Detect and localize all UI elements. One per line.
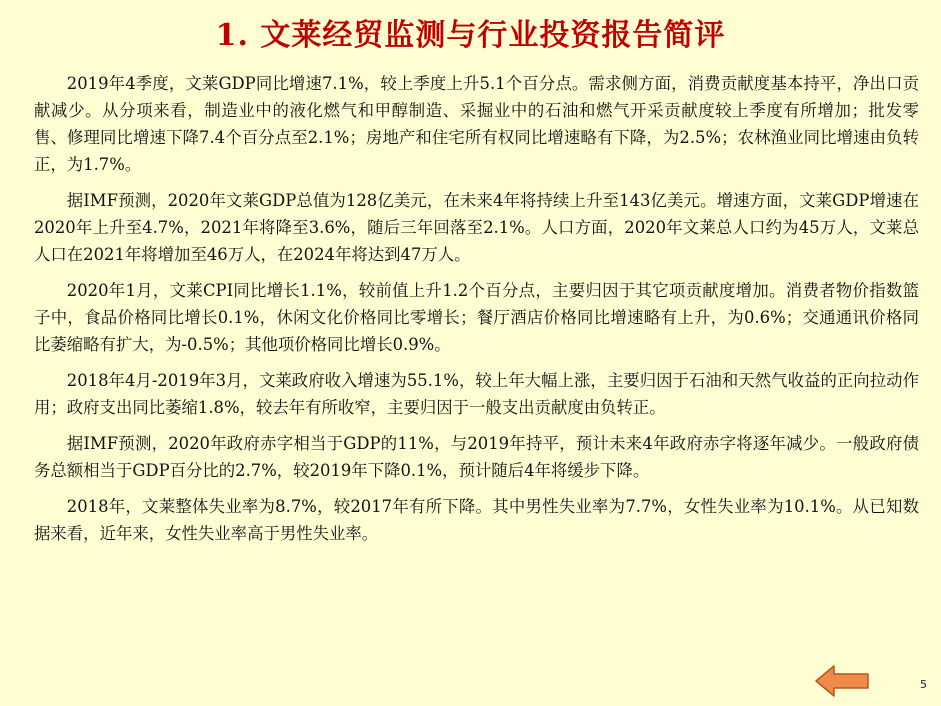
- paragraph-gdp-q4: 2019年4季度，文莱GDP同比增速7.1%，较上季度上升5.1个百分点。需求侧方面，消费贡献度基本持平，净出口贡献减少。从分项来看，制造业中的液化燃气和甲醇制造、采掘业中的石油和燃气开采贡献度较上季度有所增加；批发零售、修理同比增速下降7.4个百分点至2.1%；房地产和住宅所有权同比增速略有下降，为2.5%；农林渔业同比增速由负转正，为1.7%。: [34, 74, 919, 174]
- paragraph-unemployment: 2018年，文莱整体失业率为8.7%，较2017年有所下降。其中男性失业率为7.7%，女性失业率为10.1%。从已知数据来看，近年来，女性失业率高于男性失业率。: [34, 497, 919, 543]
- page-title: 1. 文莱经贸监测与行业投资报告简评: [215, 18, 726, 53]
- previous-page-button[interactable]: [814, 664, 870, 698]
- paragraph-imf-gdp-forecast: 据IMF预测，2020年文莱GDP总值为128亿美元，在未来4年将持续上升至143亿美元。增速方面，文莱GDP增速在2020年上升至4.7%，2021年将降至3.6%，随后三年回落至2.1%。人口方面，2020年文莱总人口约为45万人，文莱总人口在2021年将增加至46万人，在2024年将达到47万人。: [34, 191, 919, 264]
- paragraph-government-deficit: 据IMF预测，2020年政府赤字相当于GDP的11%，与2019年持平，预计未来4年政府赤字将逐年减少。一般政府债务总额相当于GDP百分比的2.7%，较2019年下降0.1%，预计随后4年将缓步下降。: [34, 434, 919, 480]
- left-arrow-icon: [814, 664, 870, 698]
- paragraph-government-revenue: 2018年4月-2019年3月，文莱政府收入增速为55.1%，较上年大幅上涨，主要归因于石油和天然气收益的正向拉动作用；政府支出同比萎缩1.8%，较去年有所收窄，主要归因于一般支出贡献度由负转正。: [34, 371, 919, 417]
- paragraph-cpi: 2020年1月，文莱CPI同比增长1.1%，较前值上升1.2个百分点，主要归因于其它项贡献度增加。消费者物价指数篮子中，食品价格同比增长0.1%，休闲文化价格同比零增长；餐厅酒店价格同比增速略有上升，为0.6%；交通通讯价格同比萎缩略有扩大，为-0.5%；其他项价格同比增长0.9%。: [34, 281, 919, 354]
- report-body: [34, 70, 919, 556]
- page-number: 5: [920, 678, 927, 691]
